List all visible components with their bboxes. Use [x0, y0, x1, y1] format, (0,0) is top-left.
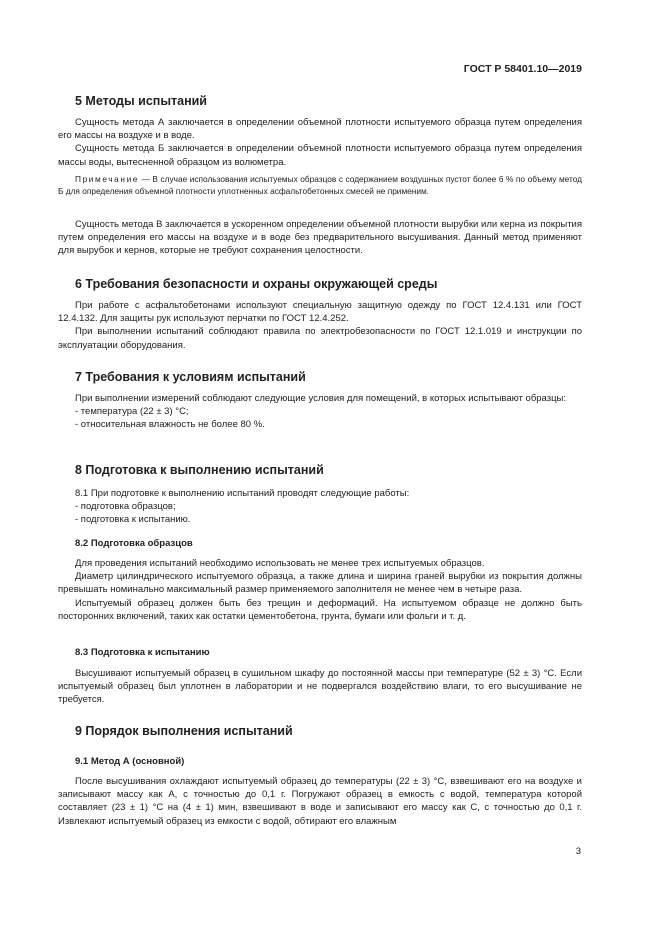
section-8-paragraph-1: 8.1 При подготовке к выполнению испытаний проводят следующие работы: [75, 488, 410, 499]
document-header: ГОСТ Р 58401.10—2019 [463, 63, 582, 75]
section-7-list-item-2: - относительная влажность не более 80 %. [75, 419, 265, 431]
section-8-body [58, 487, 582, 527]
section-5-paragraph-2: Сущность метода Б заключается в определении объемной плотности испытуемого образца путем определения массы воды, вытесненной образцом из волюметра. [58, 143, 582, 168]
section-8-title: 8 Подготовка к выполнению испытаний [75, 463, 324, 477]
section-7-body [58, 392, 582, 432]
subsection-8-3-title: 8.3 Подготовка к испытанию [75, 647, 210, 658]
section-6-paragraph-1: При работе с асфальтобетонами используют специальную защитную одежду по ГОСТ 12.4.131 или ГОСТ 12.4.132. Для защиты рук используют перчатки по ГОСТ 12.4.252. [58, 300, 582, 325]
section-7-title: 7 Требования к условиям испытаний [75, 370, 306, 384]
subsection-8-3 [58, 647, 582, 658]
subsection-8-2 [58, 538, 582, 549]
subsection-8-3-body [58, 667, 582, 707]
section-9-title: 9 Порядок выполнения испытаний [75, 724, 293, 738]
section-8-paragraph-2: Для проведения испытаний необходимо использовать не менее трех испытуемых образцов. [75, 558, 485, 569]
section-7-paragraph-1: При выполнении измерений соблюдают следующие условия для помещений, в которых испытывают образцы: [75, 393, 566, 404]
note-label: Примечание [75, 174, 140, 184]
note-text: — В случае использования испытуемых образцов с содержанием воздушных пустот более 6 % по объему метод Б для определения объемной плотности уплотненных асфальтобетонных смесей не применим. [58, 174, 582, 196]
section-5-body [58, 116, 582, 169]
section-5-title: 5 Методы испытаний [75, 94, 207, 108]
page-number: 3 [575, 846, 581, 857]
section-8 [58, 463, 582, 477]
note-paragraph [58, 174, 582, 197]
section-9-paragraph-1: После высушивания охлаждают испытуемый образец до температуры (22 ± 3) °С, взвешивают его на воздухе и записывают массу как А, с точностью до 0,1 г. Погружают образец в емкость с водой, температура которой составляет (23 ± 1) °С на (4 ± 1) мин, взвешивают в воде и записывают его массу как С, с точностью до 0,1 г. Извлекают испытуемый образец из емкости с водой, обтирают его влажным [58, 776, 582, 827]
section-8-paragraph-4: Испытуемый образец должен быть без трещин и деформаций. На испытуемом образце не должно быть посторонних включений, таких как остатки цементобетона, грунта, бумаги или фольги и т. д. [58, 597, 582, 622]
section-9 [58, 724, 582, 738]
section-5-body-2 [58, 218, 582, 258]
section-5-paragraph-3: Сущность метода В заключается в ускоренном определении объемной плотности вырубки или керна из покрытия путем определения его массы на воздухе и в воде без предварительного высушивания. Данный метод применяют для вырубок и кернов, которые не требуют сохранения целостности. [58, 219, 582, 257]
section-5 [58, 94, 582, 108]
section-8-paragraph-5: Высушивают испытуемый образец в сушильном шкафу до постоянной массы при температуре (52 ± 3) °С. Если испытуемый образец был уплотнен в лаборатории и не подвергался воздействию влаги, то его высушивание не требуется. [58, 668, 582, 706]
section-6 [58, 277, 582, 291]
section-7 [58, 370, 582, 384]
subsection-8-2-title: 8.2 Подготовка образцов [75, 538, 193, 549]
section-5-paragraph-1: Сущность метода А заключается в определении объемной плотности испытуемого образца путем определения его массы на воздухе и в воде. [58, 117, 582, 142]
section-8-list-item-1: - подготовка образцов; [75, 501, 176, 513]
subsection-9-1-body [58, 775, 582, 828]
subsection-9-1 [58, 756, 582, 767]
section-8-paragraph-3: Диаметр цилиндрического испытуемого образца, а также длина и ширина граней вырубки из покрытия должны превышать номинально максимальный размер применяемого заполнителя не менее чем в четыре раза. [58, 571, 582, 596]
section-6-body [58, 299, 582, 352]
subsection-9-1-title: 9.1 Метод А (основной) [75, 756, 185, 767]
section-6-title: 6 Требования безопасности и охраны окружающей среды [75, 277, 438, 291]
subsection-8-2-body [58, 557, 582, 623]
section-8-list-item-2: - подготовка к испытанию. [75, 514, 191, 526]
section-7-list-item-1: - температура (22 ± 3) °С; [75, 406, 189, 418]
section-5-note [58, 174, 582, 197]
section-6-paragraph-2: При выполнении испытаний соблюдают правила по электробезопасности по ГОСТ 12.1.019 и инструкции по эксплуатации оборудования. [58, 326, 582, 351]
